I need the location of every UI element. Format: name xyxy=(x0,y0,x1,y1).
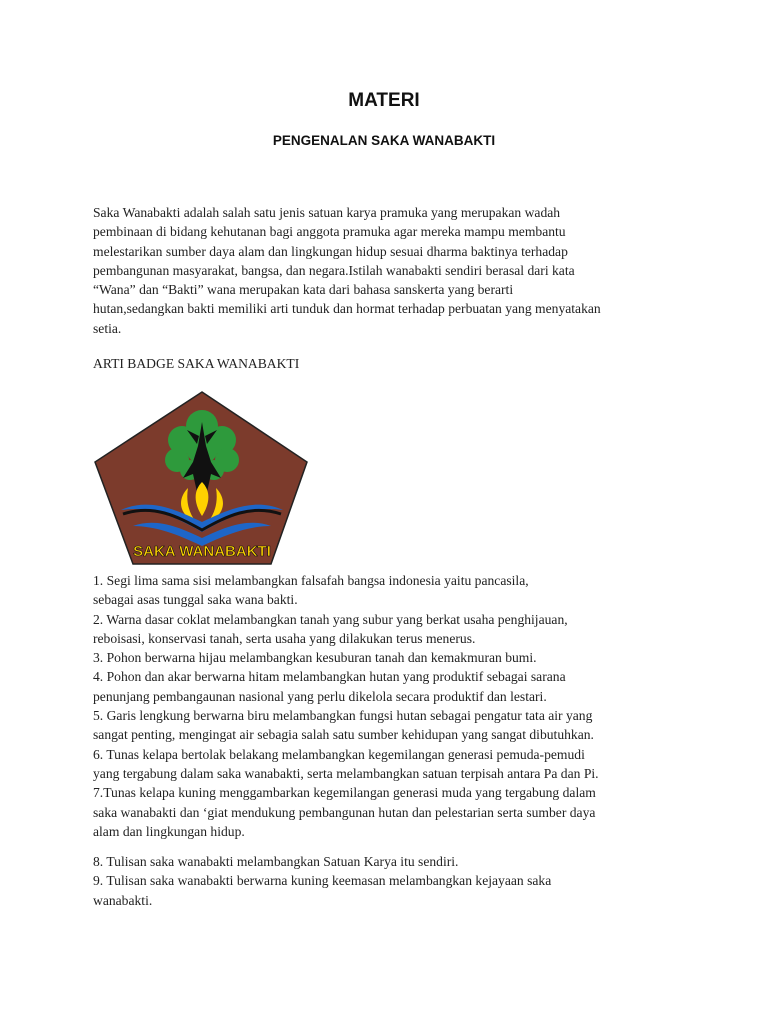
intro-line: hutan,sedangkan bakti memiliki arti tunduk dan hormat terhadap perbuatan yang menyatakan xyxy=(93,301,601,317)
list-item: 1. Segi lima sama sisi melambangkan falsafah bangsa indonesia yaitu pancasila, xyxy=(93,573,529,588)
list-item: penunjang pembangaunan nasional yang perlu dikelola secara produktif dan lestari. xyxy=(93,688,547,704)
badge-meaning-list-continued xyxy=(93,852,693,910)
intro-line: “Wana” dan “Bakti” wana merupakan kata dari bahasa sanskerta yang berarti xyxy=(93,282,514,298)
list-item: 3. Pohon berwarna hijau melambangkan kesuburan tanah dan kemakmuran bumi. xyxy=(93,650,537,666)
saka-wanabakti-badge xyxy=(93,386,311,570)
badge-label: SAKA WANABAKTI xyxy=(133,543,271,560)
intro-line: setia. xyxy=(93,320,122,336)
list-item: 4. Pohon dan akar berwarna hitam melambangkan hutan yang produktif sebagai sarana xyxy=(93,669,566,685)
intro-line: pembangunan masyarakat, bangsa, dan negara.Istilah wanabakti sendiri berasal dari kata xyxy=(93,262,575,278)
list-item: reboisasi, konservasi tanah, serta usaha yang dilakukan terus menerus. xyxy=(93,630,476,646)
page-subtitle: PENGENALAN SAKA WANABAKTI xyxy=(272,133,496,148)
list-item: alam dan lingkungan hidup. xyxy=(93,823,245,839)
list-item: wanabakti. xyxy=(93,892,153,908)
list-item: 9. Tulisan saka wanabakti berwarna kuning keemasan melambangkan kejayaan saka xyxy=(93,873,552,889)
intro-paragraph xyxy=(93,203,693,338)
list-item: 2. Warna dasar coklat melambangkan tanah yang subur yang berkat usaha penghijauan, xyxy=(93,611,568,627)
intro-line: pembinaan di bidang kehutanan bagi anggota pramuka agar mereka mampu membantu xyxy=(93,224,566,240)
list-item: 8. Tulisan saka wanabakti melambangkan Satuan Karya itu sendiri. xyxy=(93,854,459,869)
list-item: sangat penting, mengingat air sebagia salah satu sumber kehidupan yang sangat dibutuhkan. xyxy=(93,727,594,743)
list-item: 6. Tunas kelapa bertolak belakang melambangkan kegemilangan generasi pemuda-pemudi xyxy=(93,746,585,762)
badge-heading-text: ARTI BADGE SAKA WANABAKTI xyxy=(93,356,300,371)
badge-meaning-list xyxy=(93,571,693,841)
page-title: MATERI xyxy=(348,90,420,111)
list-item: sebagai asas tunggal saka wana bakti. xyxy=(93,592,298,608)
list-item: yang tergabung dalam saka wanabakti, serta melambangkan satuan terpisah antara Pa dan Pi. xyxy=(93,765,599,781)
list-item: saka wanabakti dan ‘giat mendukung pembangunan hutan dan pelestarian serta sumber daya xyxy=(93,804,596,820)
list-item: 7.Tunas kelapa kuning menggambarkan kegemilangan generasi muda yang tergabung dalam xyxy=(93,785,596,801)
list-item: 5. Garis lengkung berwarna biru melambangkan fungsi hutan sebagai pengatur tata air yang xyxy=(93,708,593,724)
intro-line: melestarikan sumber daya alam dan lingkungan hidup sesuai dharma baktinya terhadap xyxy=(93,243,568,259)
badge-heading xyxy=(93,354,693,373)
intro-line: Saka Wanabakti adalah salah satu jenis satuan karya pramuka yang merupakan wadah xyxy=(93,205,561,220)
